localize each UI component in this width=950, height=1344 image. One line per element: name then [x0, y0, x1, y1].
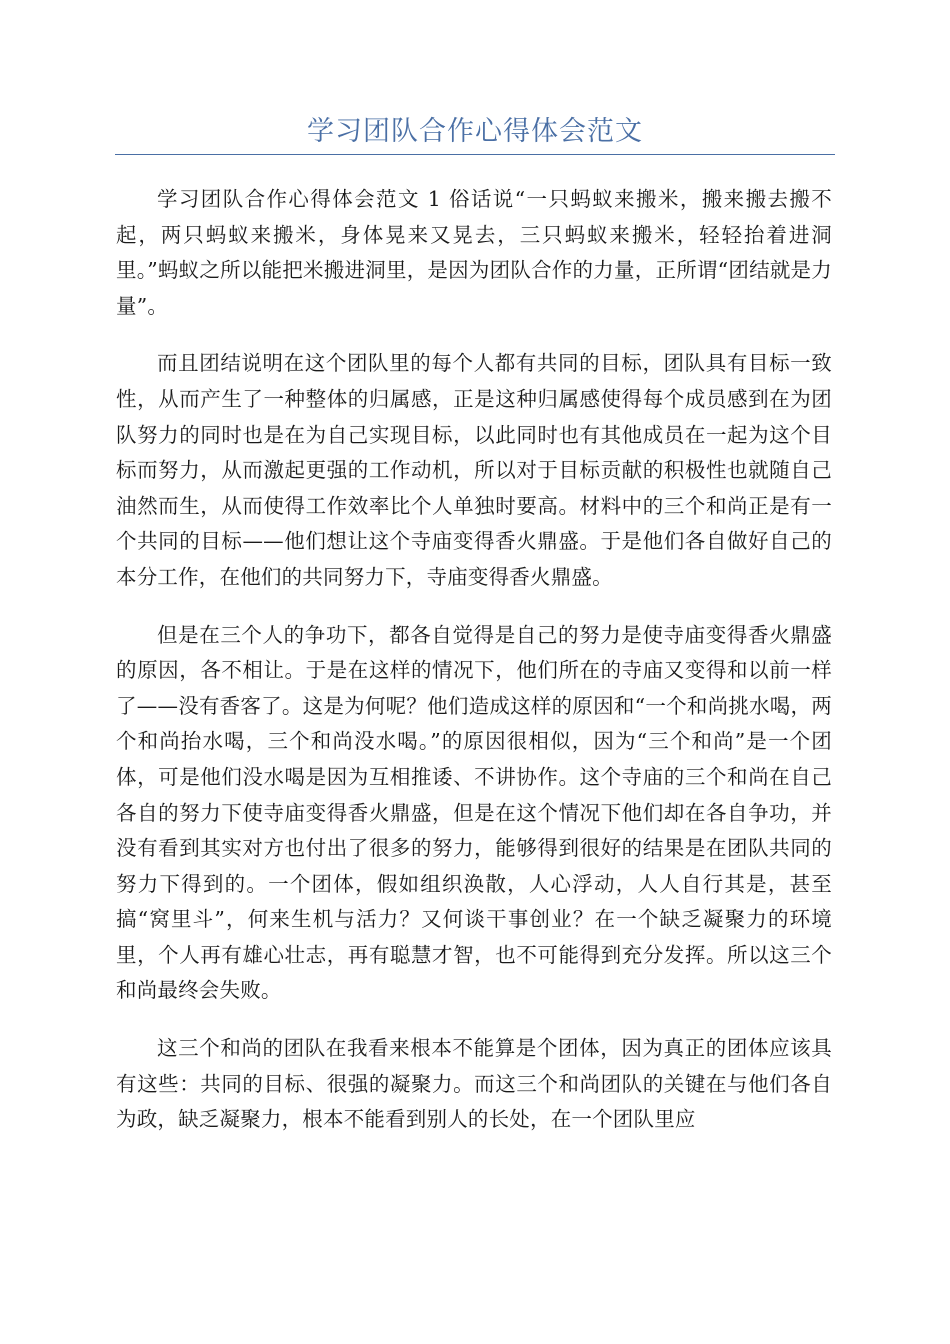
paragraph-4: 这三个和尚的团队在我看来根本不能算是个团体，因为真正的团体应该具有这些：共同的目标、很强的凝聚力。而这三个和尚团队的关键在与他们各自为政，缺乏凝聚力，根本不能看到别人的长处，在一个团队里应: [116, 1036, 832, 1132]
document-body: [116, 182, 832, 1160]
document-title: 学习团队合作心得体会范文: [307, 116, 643, 147]
title-underline: [115, 154, 835, 155]
paragraph-3: 但是在三个人的争功下，都各自觉得是自己的努力是使寺庙变得香火鼎盛的原因，各不相让。于是在这样的情况下，他们所在的寺庙又变得和以前一样了——没有香客了。这是为何呢？他们造成这样的原因和“一个和尚挑水喝，两个和尚抬水喝，三个和尚没水喝。”的原因很相似，因为“三个和尚”是一个团体，可是他们没水喝是因为互相推诿、不讲协作。这个寺庙的三个和尚在自己各自的努力下使寺庙变得香火鼎盛，但是在这个情况下他们却在各自争功，并没有看到其实对方也付出了很多的努力，能够得到很好的结果是在团队共同的努力下得到的。一个团体，假如组织涣散，人心浮动，人人自行其是，甚至搞“窝里斗”，何来生机与活力？又何谈干事创业？在一个缺乏凝聚力的环境里，个人再有雄心壮志，再有聪慧才智，也不可能得到充分发挥。所以这三个和尚最终会失败。: [116, 622, 832, 1003]
paragraph-2: 而且团结说明在这个团队里的每个人都有共同的目标，团队具有目标一致性，从而产生了一种整体的归属感，正是这种归属感使得每个成员感到在为团队努力的同时也是在为自己实现目标，以此同时也有其他成员在一起为这个目标而努力，从而激起更强的工作动机，所以对于目标贡献的积极性也就随自己油然而生，从而使得工作效率比个人单独时要高。材料中的三个和尚正是有一个共同的目标——他们想让这个寺庙变得香火鼎盛。于是他们各自做好自己的本分工作，在他们的共同努力下，寺庙变得香火鼎盛。: [116, 351, 832, 589]
paragraph-1: 学习团队合作心得体会范文 1 俗话说“一只蚂蚁来搬米，搬来搬去搬不起，两只蚂蚁来搬米，身体晃来又晃去，三只蚂蚁来搬米，轻轻抬着进洞里。”蚂蚁之所以能把米搬进洞里，是因为团队合作的力量，正所谓“团结就是力量”。: [116, 187, 832, 318]
